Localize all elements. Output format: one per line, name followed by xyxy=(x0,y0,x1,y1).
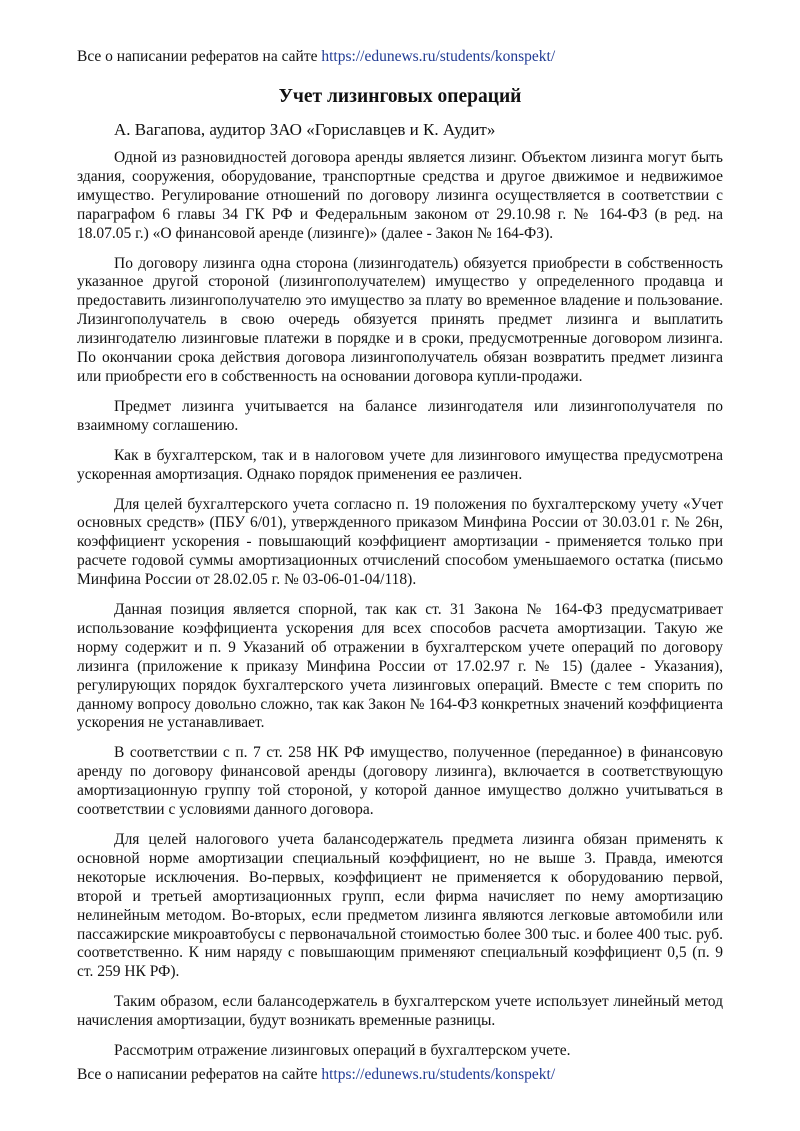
footer-link[interactable]: https://edunews.ru/students/konspekt/ xyxy=(321,1066,556,1083)
header-prefix: Все о написании рефератов на сайте xyxy=(77,48,318,65)
paragraph-4: Как в бухгалтерском, так и в налоговом учете для лизингового имущества предусмотрена ускоренная амортизация. Однако порядок применения ее различен. xyxy=(77,446,723,483)
paragraph-1: Одной из разновидностей договора аренды является лизинг. Объектом лизинга могут быть здания, сооружения, оборудование, транспортные средства и другое движимое и недвижимое имущество. Регулирование отношений по договору лизинга осуществляется в соответствии с параграфом 6 главы 34 ГК РФ и Федеральным законом от 29.10.98 г. № 164-ФЗ (в ред. на 18.07.05 г.) «О финансовой аренде (лизинге)» (далее - Закон № 164-ФЗ). xyxy=(77,149,723,242)
footer-prefix: Все о написании рефератов на сайте xyxy=(77,1066,318,1083)
paragraph-9: Таким образом, если балансодержатель в бухгалтерском учете использует линейный метод начисления амортизации, будут возникать временные разницы. xyxy=(77,993,723,1030)
page-header xyxy=(77,47,555,67)
article-author: А. Вагапова, аудитор ЗАО «Гориславцев и К. Аудит» xyxy=(114,120,496,139)
paragraph-7: В соответствии с п. 7 ст. 258 НК РФ имущество, полученное (переданное) в финансовую аренду по договору финансовой аренды (договору лизинга), включается в соответствующую амортизационную группу той стороной, у которой данное имущество должно учитываться в соответствии с условиями данного договора. xyxy=(77,744,723,819)
paragraph-10: Рассмотрим отражение лизинговых операций в бухгалтерском учете. xyxy=(114,1042,571,1060)
article-body xyxy=(77,149,723,1072)
paragraph-8: Для целей налогового учета балансодержатель предмета лизинга обязан применять к основной норме амортизации специальный коэффициент, но не выше 3. Правда, имеются некоторые исключения. Во-первых, коэффициент не применяется к оборудованию первой, второй и третьей амортизационных групп, если фирма начисляет по нему амортизацию нелинейным методом. Во-вторых, если предметом лизинга являются легковые автомобили или пассажирские микроавтобусы с первоначальной стоимостью более 300 тыс. и более 400 тыс. руб. соответственно. К ним наряду с повышающим применяют специальный коэффициент 0,5 (п. 9 ст. 259 НК РФ). xyxy=(77,831,723,981)
paragraph-3: Предмет лизинга учитывается на балансе лизингодателя или лизингополучателя по взаимному соглашению. xyxy=(77,397,723,434)
page-footer xyxy=(77,1065,555,1085)
header-link[interactable]: https://edunews.ru/students/konspekt/ xyxy=(321,48,556,65)
paragraph-5: Для целей бухгалтерского учета согласно п. 19 положения по бухгалтерскому учету «Учет основных средств» (ПБУ 6/01), утвержденного приказом Минфина России от 30.03.01 г. № 26н, коэффициент ускорения - повышающий коэффициент амортизации - применяется только при расчете годовой суммы амортизационных отчислений способом уменьшаемого остатка (письмо Минфина России от 28.02.05 г. № 03-06-01-04/118). xyxy=(77,495,723,589)
paragraph-6: Данная позиция является спорной, так как ст. 31 Закона № 164-ФЗ предусматривает использование коэффициента ускорения для всех способов расчета амортизации. Такую же норму содержит и п. 9 Указаний об отражении в бухгалтерском учете операций по договору лизинга (приложение к приказу Минфина России от 17.02.97 г. № 15) (далее - Указания), регулирующих порядок бухгалтерского учета лизинговых операций. Вместе с тем спорить по данному вопросу довольно сложно, так как Закон № 164-ФЗ конкретных значений коэффициента ускорения не устанавливает. xyxy=(77,601,723,732)
paragraph-2: По договору лизинга одна сторона (лизингодатель) обязуется приобрести в собственность указанное другой стороной (лизингополучателем) имущество у определенного продавца и предоставить лизингополучателю это имущество за плату во временное владение и пользование. Лизингополучатель в свою очередь обязуется принять предмет лизинга и выплатить лизингодателю лизинговые платежи в порядке и в сроки, предусмотренные договором лизинга. По окончании срока действия договора лизингополучатель обязан возвратить предмет лизинга или приобрести его в собственность на основании договора купли-продажи. xyxy=(77,254,723,385)
article-title: Учет лизинговых операций xyxy=(278,86,522,107)
